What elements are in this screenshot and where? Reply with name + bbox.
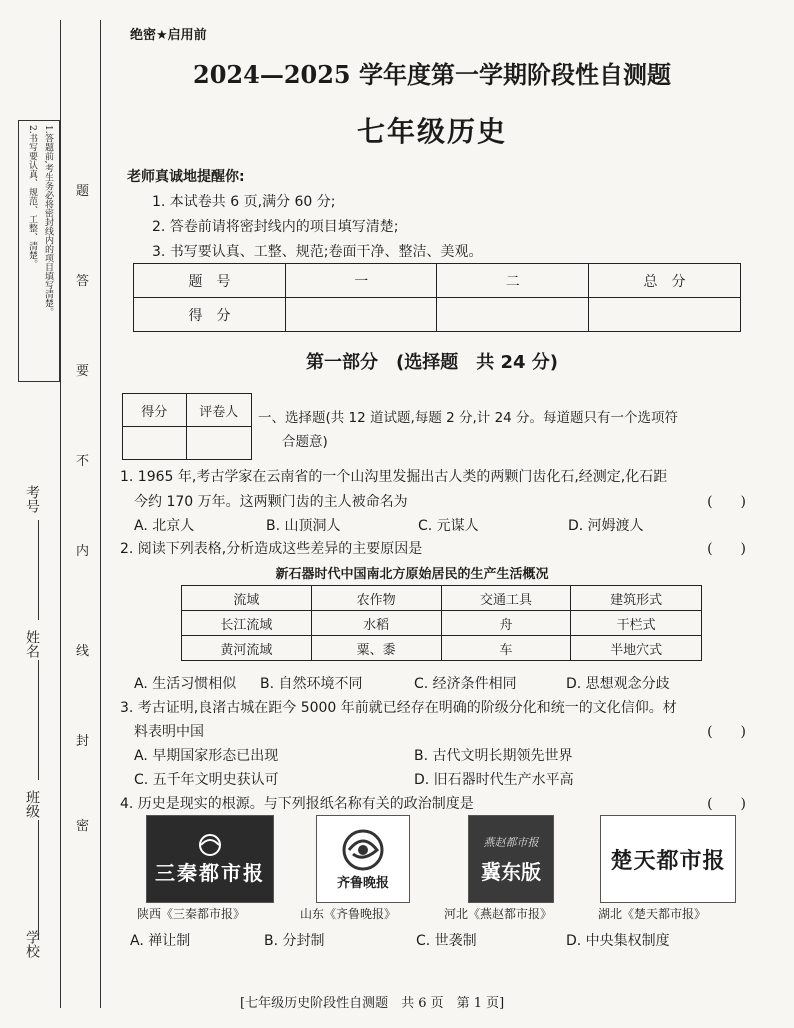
score-cell-part2[interactable] — [437, 298, 589, 332]
logo-yanzhao — [468, 815, 554, 903]
q4-caption-2: 山东《齐鲁晚报》 — [300, 907, 397, 921]
field-class: 班级 — [24, 790, 40, 818]
grader-score-cell[interactable] — [123, 427, 187, 460]
q4-stem: 4. 历史是现实的根源。与下列报纸名称有关的政治制度是 — [120, 796, 474, 812]
q1-option-b[interactable]: B. 山顶洞人 — [266, 518, 341, 534]
q2-option-a[interactable]: A. 生活习惯相似 — [134, 676, 237, 692]
notice-line-1: 1.答题前,考生务必将密封线内的项目填写清楚。 — [43, 125, 53, 317]
table-row — [182, 636, 702, 661]
q4-caption-3: 河北《燕赵都市报》 — [444, 907, 553, 921]
reminder-heading: 老师真诚地提醒你: — [127, 169, 245, 185]
q1-stem-1: 1. 1965 年,考古学家在云南省的一个山沟里发掘出古人类的两颗门齿化石,经测定,化石距 — [120, 469, 668, 485]
field-school: 学校 — [24, 930, 40, 958]
q2-option-d[interactable]: D. 思想观念分歧 — [566, 676, 670, 692]
table-row — [182, 611, 702, 636]
q2-option-b[interactable]: B. 自然环境不同 — [260, 676, 363, 692]
q4-option-d[interactable]: D. 中央集权制度 — [566, 933, 670, 949]
q2-cell: 舟 — [441, 611, 571, 636]
binding-line-inner — [100, 20, 101, 1008]
exam-subject: 七年级历史 — [356, 115, 507, 148]
notice-line-2: 2.书写要认真、规范、工整、清楚。 — [27, 125, 37, 269]
score-header-part1: 一 — [285, 264, 437, 298]
notice-box — [18, 120, 60, 382]
score-cell-total[interactable] — [589, 298, 741, 332]
secret-label: 绝密★启用前 — [130, 28, 207, 43]
seal-char-mi: 密 — [76, 819, 90, 834]
q2-header-building: 建筑形式 — [571, 586, 702, 611]
q4-option-b[interactable]: B. 分封制 — [264, 933, 325, 949]
q2-table — [181, 585, 702, 661]
seal-char-feng: 封 — [76, 734, 90, 749]
reminder-rule-3: 3. 书写要认真、工整、规范;卷面干净、整洁、美观。 — [152, 244, 483, 260]
score-header-part2: 二 — [437, 264, 589, 298]
sanqin-emblem-icon — [195, 833, 225, 857]
score-header-total: 总 分 — [589, 264, 741, 298]
grader-name-cell[interactable] — [186, 427, 251, 460]
logo-chutian-text: 楚天都市报 — [610, 847, 726, 874]
field-number: 考号 — [24, 485, 40, 513]
binding-line-outer — [60, 20, 61, 1008]
q3-option-b[interactable]: B. 古代文明长期领先世界 — [414, 748, 573, 764]
part1-title: 第一部分 (选择题 共 24 分) — [305, 352, 559, 373]
grader-table — [122, 393, 252, 460]
grader-name-label: 评卷人 — [186, 394, 251, 427]
exam-title: 2024—2025 学年度第一学期阶段性自测题 — [193, 60, 671, 89]
q3-answer-paren[interactable]: ( ) — [707, 724, 746, 740]
q4-option-a[interactable]: A. 禅让制 — [130, 933, 191, 949]
q3-stem-2: 料表明中国 — [134, 724, 204, 740]
q2-cell: 车 — [441, 636, 571, 661]
q2-cell: 水稻 — [311, 611, 441, 636]
q4-answer-paren[interactable]: ( ) — [707, 796, 746, 812]
q4-caption-1: 陕西《三秦都市报》 — [137, 907, 246, 921]
q3-option-a[interactable]: A. 早期国家形态已出现 — [134, 748, 279, 764]
field-name: 姓名 — [24, 630, 40, 658]
grader-score-label: 得分 — [123, 394, 187, 427]
score-cell-part1[interactable] — [285, 298, 437, 332]
logo-yanzhao-top: 燕赵都市报 — [483, 835, 539, 849]
q2-header-crop: 农作物 — [311, 586, 441, 611]
q2-cell: 半地穴式 — [571, 636, 702, 661]
logo-sanqin — [146, 815, 274, 903]
q2-cell: 黄河流域 — [182, 636, 312, 661]
q1-option-d[interactable]: D. 河姆渡人 — [568, 518, 644, 534]
q2-cell: 粟、黍 — [311, 636, 441, 661]
q2-option-c[interactable]: C. 经济条件相同 — [414, 676, 517, 692]
field-underline-school — [38, 820, 39, 940]
seal-char-xian: 线 — [76, 644, 90, 659]
seal-char-yao: 要 — [76, 364, 90, 379]
logo-chutian — [600, 815, 736, 903]
logo-qilu-text: 齐鲁晚报 — [336, 875, 389, 891]
seal-char-bu: 不 — [76, 454, 90, 469]
seal-char-ti: 题 — [76, 184, 90, 199]
logo-sanqin-text: 三秦都市报 — [155, 860, 265, 885]
q2-stem: 2. 阅读下列表格,分析造成这些差异的主要原因是 — [120, 541, 423, 557]
q1-answer-paren[interactable]: ( ) — [707, 494, 746, 510]
q1-stem-2: 今约 170 万年。这两颗门齿的主人被命名为 — [134, 494, 408, 510]
q2-answer-paren[interactable]: ( ) — [707, 541, 746, 557]
page-footer: [七年级历史阶段性自测题 共 6 页 第 1 页] — [240, 996, 505, 1011]
q2-header-transport: 交通工具 — [441, 586, 571, 611]
logo-yanzhao-text: 冀东版 — [481, 859, 541, 884]
score-row-label: 得 分 — [134, 298, 286, 332]
score-table — [133, 263, 741, 332]
q2-cell: 干栏式 — [571, 611, 702, 636]
q1-option-c[interactable]: C. 元谋人 — [418, 518, 479, 534]
seal-char-nei: 内 — [76, 544, 90, 559]
q2-cell: 长江流域 — [182, 611, 312, 636]
reminder-rule-2: 2. 答卷前请将密封线内的项目填写清楚; — [152, 219, 399, 235]
field-underline-class — [38, 660, 39, 780]
q4-caption-4: 湖北《楚天都市报》 — [598, 907, 707, 921]
logo-qilu — [316, 815, 410, 903]
score-header-label: 题 号 — [134, 264, 286, 298]
section1-instruction-1: 一、选择题(共 12 道试题,每题 2 分,计 24 分。每道题只有一个选项符 — [258, 410, 679, 426]
seal-char-da: 答 — [76, 274, 90, 289]
q2-header-basin: 流域 — [182, 586, 312, 611]
q3-option-c[interactable]: C. 五千年文明史获认可 — [134, 772, 279, 788]
q3-option-d[interactable]: D. 旧石器时代生产水平高 — [414, 772, 574, 788]
q1-option-a[interactable]: A. 北京人 — [134, 518, 195, 534]
q4-option-c[interactable]: C. 世袭制 — [416, 933, 477, 949]
qilu-swirl-icon — [339, 828, 387, 872]
q3-stem-1: 3. 考古证明,良渚古城在距今 5000 年前就已经存在明确的阶级分化和统一的文化信仰。材 — [120, 700, 677, 716]
q2-table-title: 新石器时代中国南北方原始居民的生产生活概况 — [275, 567, 549, 582]
section1-instruction-2: 合题意) — [282, 434, 328, 450]
reminder-rule-1: 1. 本试卷共 6 页,满分 60 分; — [152, 194, 336, 210]
